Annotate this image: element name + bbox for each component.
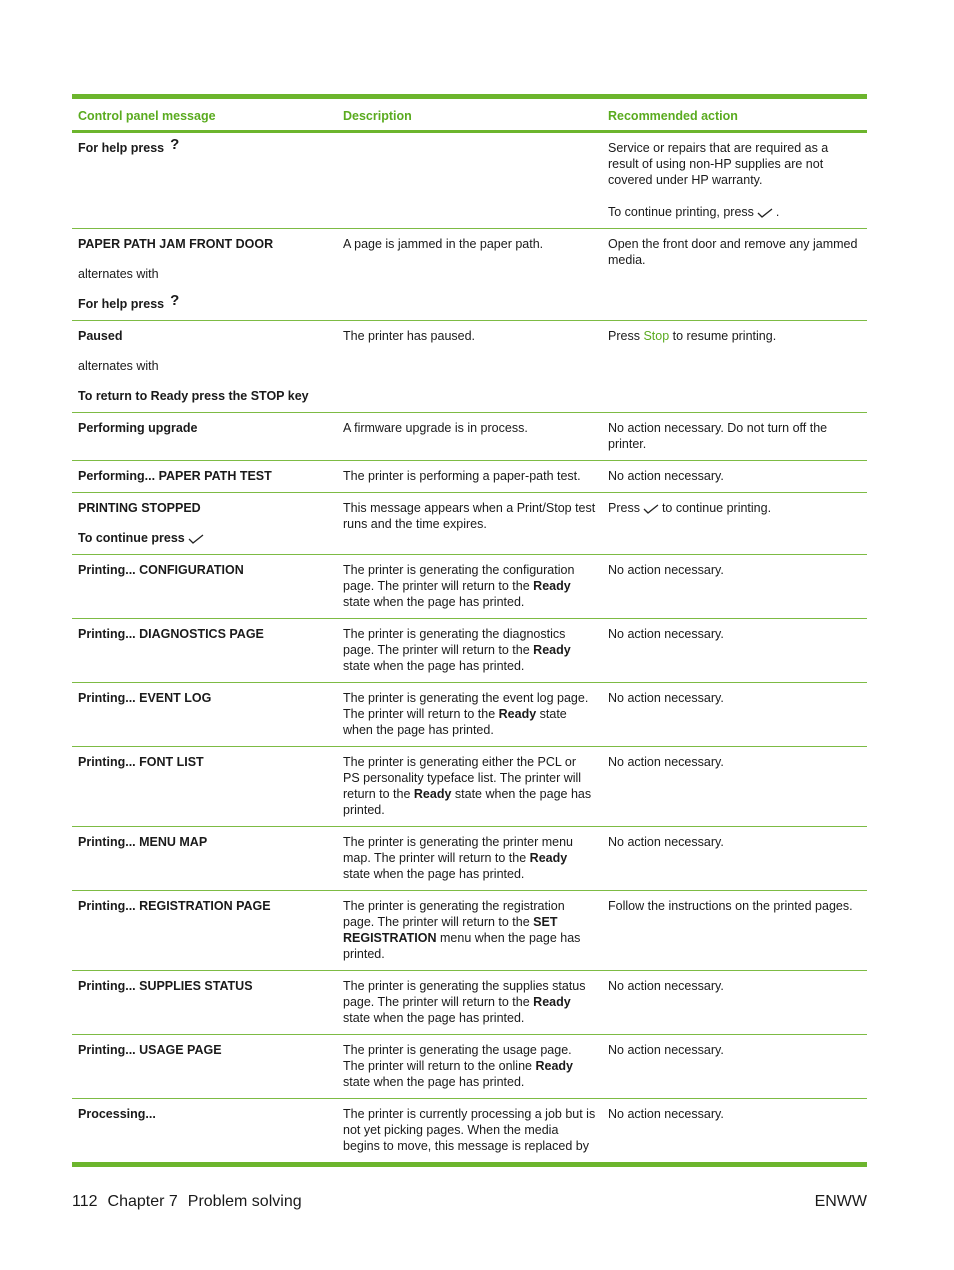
message-cell	[72, 619, 337, 683]
page-number: 112	[72, 1193, 98, 1210]
table-header-row	[72, 97, 867, 132]
message-cell	[72, 413, 337, 461]
page-footer-left	[72, 1193, 312, 1211]
message-text: Printing... EVENT LOG	[78, 691, 212, 705]
table-row	[72, 229, 867, 321]
table-row	[72, 971, 867, 1035]
action-text-continue: To continue printing, press .	[608, 205, 780, 219]
action-cell: No action necessary.	[602, 1035, 867, 1099]
description-cell: The printer is performing a paper-path test.	[337, 461, 602, 493]
message-text: Printing... USAGE PAGE	[78, 1043, 222, 1057]
table-row	[72, 1099, 867, 1165]
table-row	[72, 321, 867, 413]
page-footer-right: ENWW	[814, 1193, 867, 1210]
action-cell: Follow the instructions on the printed pages.	[602, 891, 867, 971]
message-cell	[72, 493, 337, 555]
message-cell	[72, 971, 337, 1035]
message-cell	[72, 229, 337, 321]
action-cell: No action necessary.	[602, 683, 867, 747]
table-row	[72, 1035, 867, 1099]
action-text: Service or repairs that are required as a result of using non-HP supplies are not covered under HP warranty.	[608, 141, 829, 187]
checkmark-icon	[188, 534, 204, 544]
message-text: Printing... MENU MAP	[78, 835, 208, 849]
action-cell: No action necessary.	[602, 971, 867, 1035]
table-row	[72, 683, 867, 747]
action-cell: No action necessary.	[602, 619, 867, 683]
action-cell: No action necessary.	[602, 461, 867, 493]
description-cell: The printer is generating the usage page. The printer will return to the online Ready state when the page has printed.	[337, 1035, 602, 1099]
message-cell	[72, 461, 337, 493]
message-text-alt: For help press ?	[78, 292, 180, 311]
message-text: Performing... PAPER PATH TEST	[78, 469, 272, 483]
alternates-with-text: alternates with	[78, 359, 159, 373]
action-cell: No action necessary.	[608, 1107, 724, 1121]
message-text: Paused	[78, 329, 123, 343]
question-mark-icon: ?	[170, 136, 180, 153]
message-cell	[72, 891, 337, 971]
description-cell: A firmware upgrade is in process.	[337, 413, 602, 461]
message-text: Printing... CONFIGURATION	[78, 563, 244, 577]
message-text: Processing...	[78, 1107, 156, 1121]
table-row	[72, 493, 867, 555]
action-cell: No action necessary.	[602, 827, 867, 891]
message-cell	[72, 827, 337, 891]
table-row	[72, 891, 867, 971]
description-cell: The printer has paused.	[337, 321, 602, 413]
message-text-alt: To return to Ready press the STOP key	[78, 389, 309, 403]
action-cell: Press to continue printing.	[602, 493, 867, 555]
description-cell: The printer is generating the diagnostics page. The printer will return to the Ready state when the page has printed.	[337, 619, 602, 683]
table-row	[72, 413, 867, 461]
stop-link[interactable]: Stop	[643, 329, 670, 343]
message-text: Performing upgrade	[78, 421, 198, 435]
table-row	[72, 461, 867, 493]
message-text: For help press ?	[78, 136, 180, 155]
description-cell: The printer is generating the supplies status page. The printer will return to the Ready state when the page has printed.	[337, 971, 602, 1035]
message-text: Printing... FONT LIST	[78, 755, 204, 769]
message-cell	[72, 747, 337, 827]
table-row	[72, 747, 867, 827]
action-cell: No action necessary.	[602, 747, 867, 827]
table-row	[72, 619, 867, 683]
message-cell	[72, 132, 337, 229]
description-cell: The printer is generating either the PCL or PS personality typeface list. The printer will return to the Ready state when the page has printed.	[337, 747, 602, 827]
message-cell	[72, 1035, 337, 1099]
action-cell: No action necessary. Do not turn off the printer.	[602, 413, 867, 461]
question-mark-icon: ?	[170, 292, 180, 309]
description-cell: This message appears when a Print/Stop test runs and the time expires.	[337, 493, 602, 555]
description-cell	[337, 132, 602, 229]
message-cell	[72, 555, 337, 619]
message-text: Printing... DIAGNOSTICS PAGE	[78, 627, 264, 641]
message-cell	[72, 1099, 337, 1165]
alternates-with-text: alternates with	[78, 267, 159, 281]
header-recommended-action: Recommended action	[602, 97, 867, 132]
chapter-title: Problem solving	[187, 1193, 302, 1210]
description-cell: The printer is generating the printer menu map. The printer will return to the Ready state when the page has printed.	[337, 827, 602, 891]
header-description: Description	[337, 97, 602, 132]
message-text-alt: To continue press	[78, 530, 331, 546]
chapter-label: Chapter 7	[107, 1193, 178, 1210]
message-cell	[72, 321, 337, 413]
description-cell: The printer is generating the registration page. The printer will return to the SET REGISTRATION menu when the page has printed.	[337, 891, 602, 971]
header-control-panel-message: Control panel message	[72, 97, 337, 132]
message-cell	[72, 683, 337, 747]
message-text: Printing... SUPPLIES STATUS	[78, 979, 253, 993]
control-panel-messages-table	[72, 94, 867, 1167]
table-row	[72, 827, 867, 891]
action-cell	[602, 132, 867, 229]
description-cell: The printer is generating the event log page. The printer will return to the Ready state when the page has printed.	[337, 683, 602, 747]
message-text: Printing... REGISTRATION PAGE	[78, 899, 271, 913]
description-cell: The printer is currently processing a job but is not yet picking pages. When the media begins to move, this message is replaced by	[343, 1107, 596, 1153]
table-row	[72, 555, 867, 619]
message-text: PAPER PATH JAM FRONT DOOR	[78, 237, 274, 251]
checkmark-icon	[643, 504, 659, 514]
action-cell: No action necessary.	[602, 555, 867, 619]
table-row	[72, 132, 867, 229]
action-cell: Press Stop to resume printing.	[602, 321, 867, 413]
checkmark-icon	[757, 208, 773, 218]
message-text: PRINTING STOPPED	[78, 501, 201, 515]
description-cell: A page is jammed in the paper path.	[337, 229, 602, 321]
action-cell: Open the front door and remove any jammed media.	[602, 229, 867, 321]
description-cell: The printer is generating the configuration page. The printer will return to the Ready state when the page has printed.	[337, 555, 602, 619]
